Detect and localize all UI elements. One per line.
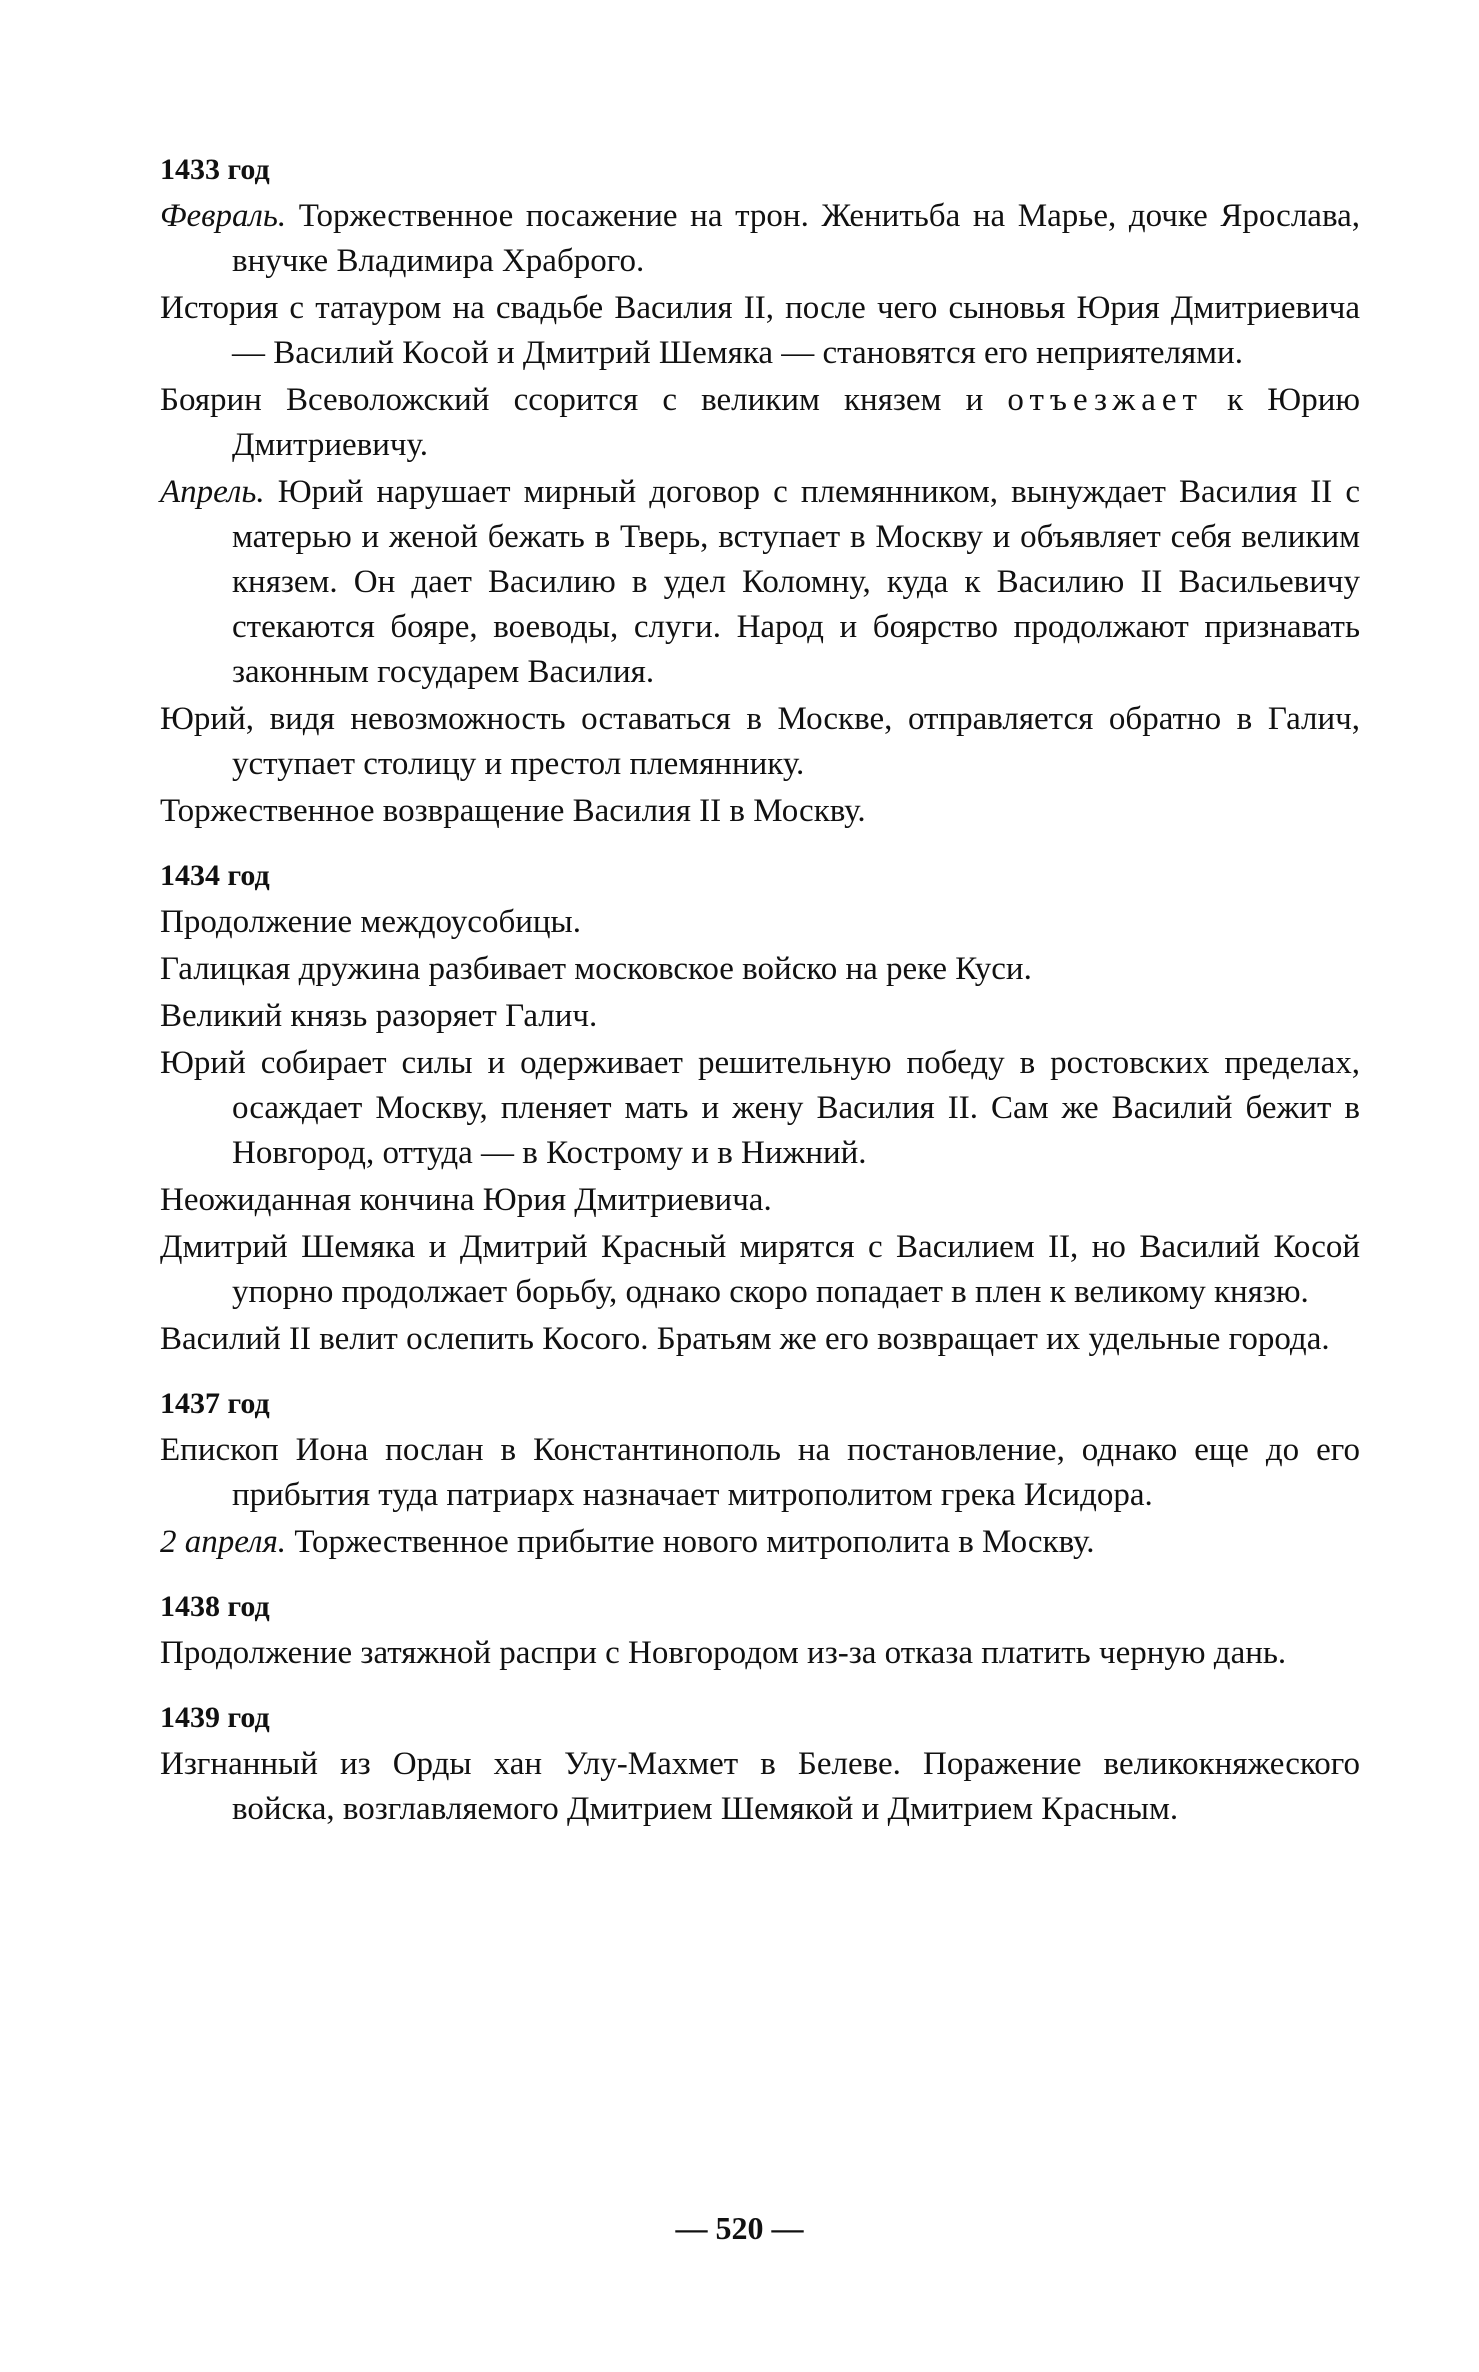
entry-text: Изгнанный из Орды хан Улу-Махмет в Белеве. Поражение великокняжеского войска, возглавляемого Дмитрием Шемякой и Дмитрием Красным.: [160, 1746, 1360, 1827]
entry-text: Юрий, видя невозможность оставаться в Москве, отправляется обратно в Галич, уступает столицу и престол племяннику.: [160, 701, 1360, 782]
entry-text: Юрий нарушает мирный договор с племянником, вынуждает Василия II с матерью и женой бежать в Тверь, вступает в Москву и объявляет себя великим князем. Он дает Василию в удел Коломну, куда к Василию II Васильевичу стекаются бояре, воеводы, слуги. Народ и боярство продолжают признавать законным государем Василия.: [232, 474, 1360, 690]
entry-text: Торжественное прибытие нового митрополита в Москву.: [286, 1524, 1095, 1560]
entry: [160, 1742, 1360, 1832]
entry-text: Дмитрий Шемяка и Дмитрий Красный мирятся с Василием II, но Василий Косой упорно продолжает борьбу, однако скоро попадает в плен к великому князю.: [160, 1229, 1360, 1310]
section-1433: [160, 150, 1360, 834]
entry: [160, 194, 1360, 284]
entry: [160, 1041, 1360, 1176]
entry-text: История с татауром на свадьбе Василия II, после чего сыновья Юрия Дмитриевича — Василий Косой и Дмитрий Шемяка — становятся его неприятелями.: [160, 290, 1360, 371]
section-1439: [160, 1698, 1360, 1832]
entry: [160, 900, 1360, 945]
entry-text: Великий князь разоряет Галич.: [160, 998, 598, 1034]
section-1438: [160, 1587, 1360, 1676]
entry-text: Неожиданная кончина Юрия Дмитриевича.: [160, 1182, 772, 1218]
entry-text: Епископ Иона послан в Константинополь на постановление, однако еще до его прибытия туда патриарх назначает митрополитом грека Исидора.: [160, 1432, 1360, 1513]
year-heading: 1437 год: [160, 1387, 270, 1420]
entry-text: Галицкая дружина разбивает московское войско на реке Куси.: [160, 951, 1032, 987]
chronicle-page: [160, 150, 1360, 1834]
entry: [160, 994, 1360, 1039]
entry-text: Продолжение междоусобицы.: [160, 904, 581, 940]
entry: [160, 1225, 1360, 1315]
year-heading: 1434 год: [160, 859, 270, 892]
entry-text: Боярин Всеволожский ссорится с великим князем и: [160, 382, 1008, 418]
section-1437: [160, 1384, 1360, 1565]
entry: [160, 470, 1360, 695]
year-heading: 1438 год: [160, 1590, 270, 1623]
entry: [160, 789, 1360, 834]
entry-lead: 2 апреля.: [160, 1524, 287, 1560]
year-heading: 1439 год: [160, 1701, 270, 1734]
entry: [160, 1428, 1360, 1518]
entry: [160, 286, 1360, 376]
entry-text: Торжественное возвращение Василия II в Москву.: [160, 793, 866, 829]
entry: [160, 1520, 1360, 1565]
entry-spaced-word: отъезжает: [1007, 382, 1203, 418]
entry-text-tail: к Юрию Дмитриевичу.: [232, 382, 1361, 463]
page-number: — 520 —: [675, 2210, 804, 2246]
entry-text: Торжественное посажение на трон. Женитьба на Марье, дочке Ярослава, внучке Владимира Храброго.: [232, 198, 1360, 279]
entry-text: Василий II велит ослепить Косого. Братьям же его возвращает их удельные города.: [160, 1321, 1330, 1357]
entry: [160, 947, 1360, 992]
entry-text: Продолжение затяжной распри с Новгородом из-за отказа платить черную дань.: [160, 1635, 1287, 1671]
section-1434: [160, 856, 1360, 1362]
year-heading: 1433 год: [160, 153, 270, 186]
entry: [160, 1317, 1360, 1362]
entry-text: Юрий собирает силы и одерживает решительную победу в ростовских пределах, осаждает Москву, пленяет мать и жену Василия II. Сам же Василий бежит в Новгород, оттуда — в Кострому и в Нижний.: [160, 1045, 1360, 1171]
entry-lead: Февраль.: [160, 198, 287, 234]
entry: [160, 1178, 1360, 1223]
entry-lead: Апрель.: [160, 474, 265, 510]
entry: [160, 697, 1360, 787]
entry: [160, 378, 1360, 468]
entry: [160, 1631, 1360, 1676]
